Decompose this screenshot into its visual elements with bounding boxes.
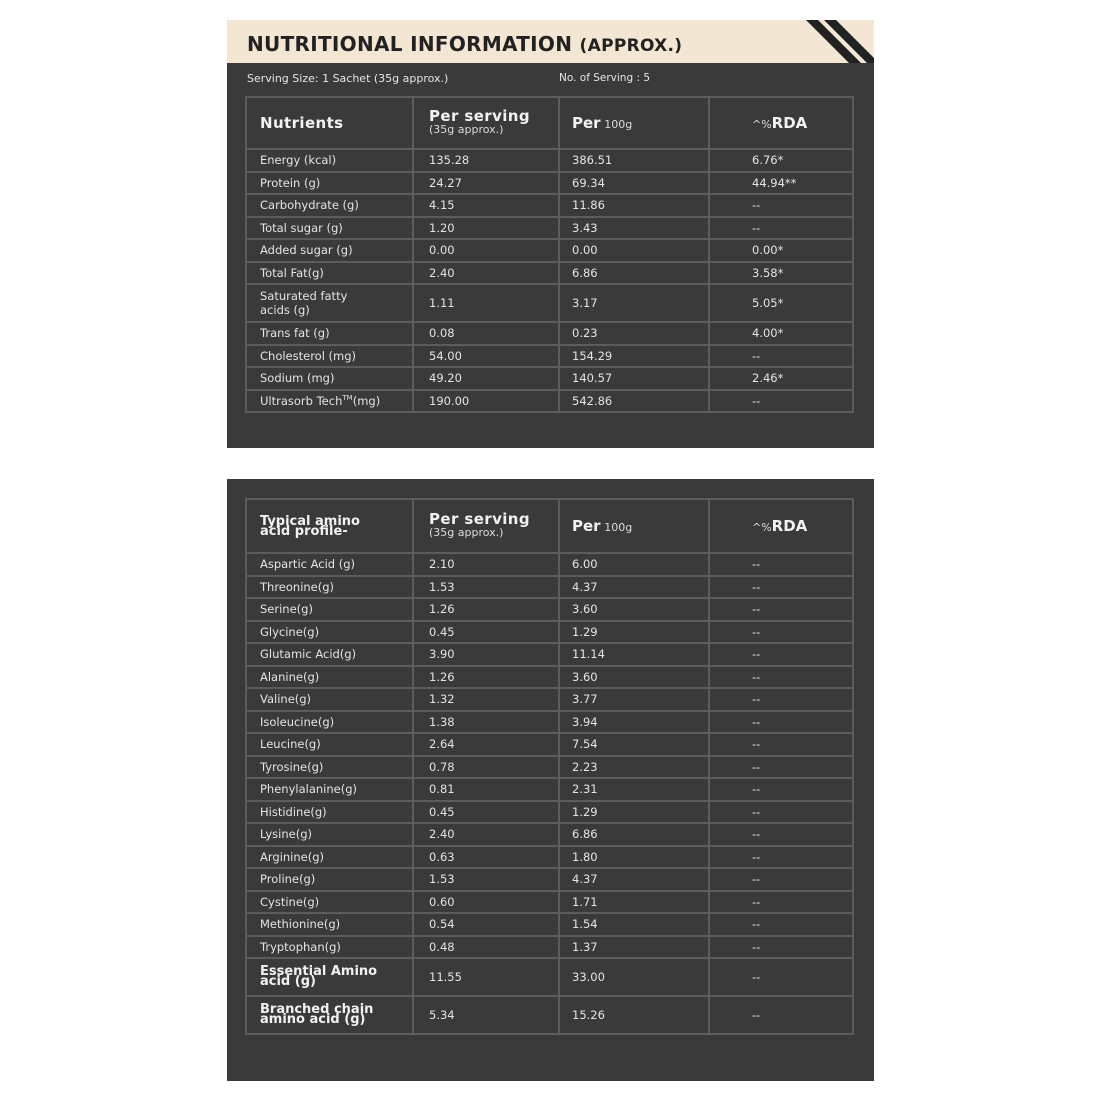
nutrition-table — [245, 96, 854, 413]
rda-value: -- — [709, 621, 853, 644]
table-row — [246, 390, 853, 413]
header-per-serving-label: Per serving — [429, 107, 531, 125]
nutrient-name: Total Fat(g) — [246, 262, 413, 285]
nutrient-name-text: Ultrasorb Tech — [260, 393, 343, 408]
rda-value: -- — [709, 846, 853, 869]
header-per-serving-label: Per serving — [429, 510, 531, 528]
table-row — [246, 846, 853, 869]
nutrient-name: Trans fat (g) — [246, 322, 413, 345]
amino-acid-table — [245, 498, 854, 1035]
per-serving-value: 11.55 — [413, 958, 559, 996]
table-row — [246, 666, 853, 689]
per-serving-value: 2.10 — [413, 553, 559, 576]
header-per-label: Per — [572, 114, 601, 132]
rda-value: -- — [709, 345, 853, 368]
table-row — [246, 733, 853, 756]
rda-value: 6.76* — [709, 149, 853, 172]
rda-value: -- — [709, 666, 853, 689]
table-row — [246, 688, 853, 711]
rda-value: -- — [709, 823, 853, 846]
table-row — [246, 621, 853, 644]
per-100g-value: 140.57 — [559, 367, 709, 390]
nutrient-name: Carbohydrate (g) — [246, 194, 413, 217]
rda-value: -- — [709, 194, 853, 217]
title-main: NUTRITIONAL INFORMATION — [247, 32, 573, 56]
summary-row — [246, 996, 853, 1034]
nutrient-name — [246, 390, 413, 413]
per-100g-value: 3.43 — [559, 217, 709, 240]
header-per-label: Per — [572, 517, 601, 535]
per-100g-value: 7.54 — [559, 733, 709, 756]
header-nutrients: Nutrients — [246, 97, 413, 149]
rda-value: 4.00* — [709, 322, 853, 345]
per-100g-value: 15.26 — [559, 996, 709, 1034]
rda-value: -- — [709, 936, 853, 959]
header-per-100g — [559, 97, 709, 149]
header-rda-prefix: ^% — [752, 118, 772, 131]
rda-value: 44.94** — [709, 172, 853, 195]
per-serving-value: 135.28 — [413, 149, 559, 172]
rda-value: -- — [709, 217, 853, 240]
header-rda — [709, 97, 853, 149]
table-row — [246, 936, 853, 959]
per-serving-value: 1.26 — [413, 666, 559, 689]
table-row — [246, 367, 853, 390]
amino-acid-name: Tryptophan(g) — [246, 936, 413, 959]
table-row — [246, 711, 853, 734]
header-per-serving-sub: (35g approx.) — [429, 123, 504, 136]
rda-value: -- — [709, 390, 853, 413]
amino-acid-name: Methionine(g) — [246, 913, 413, 936]
summary-name: Branched chain amino acid (g) — [246, 996, 413, 1034]
rda-value: -- — [709, 711, 853, 734]
header-rda-prefix: ^% — [752, 521, 772, 534]
title-bar — [227, 20, 874, 63]
per-100g-value: 1.54 — [559, 913, 709, 936]
diagonal-stripes-decoration — [804, 20, 874, 63]
per-serving-value: 1.32 — [413, 688, 559, 711]
per-serving-value: 0.78 — [413, 756, 559, 779]
header-per-serving — [413, 97, 559, 149]
amino-acid-name: Glutamic Acid(g) — [246, 643, 413, 666]
table-header-row — [246, 97, 853, 149]
amino-acid-name: Phenylalanine(g) — [246, 778, 413, 801]
rda-value: -- — [709, 643, 853, 666]
per-100g-value: 6.86 — [559, 823, 709, 846]
per-serving-value: 0.45 — [413, 801, 559, 824]
per-serving-value: 0.81 — [413, 778, 559, 801]
per-100g-value: 386.51 — [559, 149, 709, 172]
per-100g-value: 1.71 — [559, 891, 709, 914]
rda-value: -- — [709, 891, 853, 914]
nutrient-name: Protein (g) — [246, 172, 413, 195]
nutrient-name: Energy (kcal) — [246, 149, 413, 172]
title-sub: (APPROX.) — [579, 36, 683, 56]
nutrient-name: Sodium (mg) — [246, 367, 413, 390]
per-serving-value: 5.34 — [413, 996, 559, 1034]
per-100g-value: 69.34 — [559, 172, 709, 195]
table-row — [246, 913, 853, 936]
table-row — [246, 868, 853, 891]
per-serving-value: 0.60 — [413, 891, 559, 914]
per-serving-value: 4.15 — [413, 194, 559, 217]
per-100g-value: 3.94 — [559, 711, 709, 734]
per-100g-value: 0.23 — [559, 322, 709, 345]
rda-value: -- — [709, 733, 853, 756]
rda-value: 2.46* — [709, 367, 853, 390]
per-100g-value: 2.31 — [559, 778, 709, 801]
header-per-100g — [559, 499, 709, 553]
table-row — [246, 217, 853, 240]
per-100g-value: 1.80 — [559, 846, 709, 869]
amino-acid-name: Proline(g) — [246, 868, 413, 891]
table-row — [246, 149, 853, 172]
per-100g-value: 154.29 — [559, 345, 709, 368]
table-row — [246, 778, 853, 801]
table-row — [246, 801, 853, 824]
table-row — [246, 172, 853, 195]
per-serving-value: 0.63 — [413, 846, 559, 869]
rda-value: -- — [709, 868, 853, 891]
table-row — [246, 576, 853, 599]
header-per-sub: 100g — [604, 118, 633, 131]
table-row — [246, 262, 853, 285]
header-amino-profile: Typical amino acid profile- — [246, 499, 413, 553]
header-rda — [709, 499, 853, 553]
per-100g-value: 542.86 — [559, 390, 709, 413]
per-100g-value: 33.00 — [559, 958, 709, 996]
amino-acid-name: Threonine(g) — [246, 576, 413, 599]
amino-acid-name: Serine(g) — [246, 598, 413, 621]
amino-acid-name: Alanine(g) — [246, 666, 413, 689]
header-rda-label: RDA — [771, 114, 808, 132]
table-row — [246, 284, 853, 322]
table-row — [246, 598, 853, 621]
per-serving-value: 54.00 — [413, 345, 559, 368]
amino-acid-name: Arginine(g) — [246, 846, 413, 869]
rda-value: -- — [709, 553, 853, 576]
per-serving-value: 24.27 — [413, 172, 559, 195]
per-serving-value: 2.64 — [413, 733, 559, 756]
per-100g-value: 6.00 — [559, 553, 709, 576]
rda-value: -- — [709, 913, 853, 936]
per-100g-value: 11.86 — [559, 194, 709, 217]
rda-value: -- — [709, 801, 853, 824]
per-serving-value: 0.00 — [413, 239, 559, 262]
rda-value: -- — [709, 958, 853, 996]
per-serving-value: 190.00 — [413, 390, 559, 413]
table-header-row — [246, 499, 853, 553]
rda-value: -- — [709, 756, 853, 779]
nutrient-name: Cholesterol (mg) — [246, 345, 413, 368]
rda-value: -- — [709, 996, 853, 1034]
panel-title — [247, 32, 682, 56]
per-100g-value: 3.77 — [559, 688, 709, 711]
per-serving-value: 1.11 — [413, 284, 559, 322]
per-serving-value: 2.40 — [413, 262, 559, 285]
rda-value: -- — [709, 598, 853, 621]
per-serving-value: 1.53 — [413, 576, 559, 599]
trademark-mark: TM — [342, 393, 353, 402]
summary-row — [246, 958, 853, 996]
amino-acid-name: Histidine(g) — [246, 801, 413, 824]
per-100g-value: 1.29 — [559, 801, 709, 824]
serving-count: No. of Serving : 5 — [559, 72, 651, 84]
rda-value: -- — [709, 576, 853, 599]
per-100g-value: 4.37 — [559, 868, 709, 891]
header-rda-label: RDA — [771, 517, 808, 535]
nutrition-panel — [227, 20, 874, 448]
per-100g-value: 1.37 — [559, 936, 709, 959]
per-serving-value: 1.38 — [413, 711, 559, 734]
per-serving-value: 1.20 — [413, 217, 559, 240]
amino-acid-name: Valine(g) — [246, 688, 413, 711]
per-serving-value: 1.26 — [413, 598, 559, 621]
rda-value: 0.00* — [709, 239, 853, 262]
table-row — [246, 553, 853, 576]
per-100g-value: 3.60 — [559, 598, 709, 621]
amino-acid-name: Glycine(g) — [246, 621, 413, 644]
per-serving-value: 0.48 — [413, 936, 559, 959]
header-per-serving — [413, 499, 559, 553]
amino-acid-name: Aspartic Acid (g) — [246, 553, 413, 576]
per-serving-value: 3.90 — [413, 643, 559, 666]
table-row — [246, 643, 853, 666]
header-per-serving-sub: (35g approx.) — [429, 526, 504, 539]
per-serving-value: 0.08 — [413, 322, 559, 345]
table-row — [246, 322, 853, 345]
amino-acid-name: Isoleucine(g) — [246, 711, 413, 734]
per-serving-value: 1.53 — [413, 868, 559, 891]
amino-acid-name: Leucine(g) — [246, 733, 413, 756]
table-row — [246, 756, 853, 779]
per-100g-value: 0.00 — [559, 239, 709, 262]
amino-acid-name: Tyrosine(g) — [246, 756, 413, 779]
rda-value: 3.58* — [709, 262, 853, 285]
nutrient-name: Saturated fatty acids (g) — [246, 284, 413, 322]
serving-size: Serving Size: 1 Sachet (35g approx.) — [247, 72, 449, 85]
per-serving-value: 0.45 — [413, 621, 559, 644]
amino-acid-name: Lysine(g) — [246, 823, 413, 846]
header-per-sub: 100g — [604, 521, 633, 534]
per-100g-value: 11.14 — [559, 643, 709, 666]
amino-acid-name: Cystine(g) — [246, 891, 413, 914]
nutrient-unit: (mg) — [352, 393, 381, 408]
rda-value: -- — [709, 778, 853, 801]
per-100g-value: 2.23 — [559, 756, 709, 779]
nutrient-name: Added sugar (g) — [246, 239, 413, 262]
table-row — [246, 194, 853, 217]
rda-value: -- — [709, 688, 853, 711]
nutrient-name: Total sugar (g) — [246, 217, 413, 240]
amino-acid-panel — [227, 479, 874, 1081]
table-row — [246, 891, 853, 914]
table-row — [246, 345, 853, 368]
per-100g-value: 1.29 — [559, 621, 709, 644]
rda-value: 5.05* — [709, 284, 853, 322]
table-row — [246, 823, 853, 846]
per-serving-value: 0.54 — [413, 913, 559, 936]
table-row — [246, 239, 853, 262]
per-100g-value: 4.37 — [559, 576, 709, 599]
per-100g-value: 3.17 — [559, 284, 709, 322]
summary-name: Essential Amino acid (g) — [246, 958, 413, 996]
per-100g-value: 6.86 — [559, 262, 709, 285]
per-serving-value: 49.20 — [413, 367, 559, 390]
per-100g-value: 3.60 — [559, 666, 709, 689]
per-serving-value: 2.40 — [413, 823, 559, 846]
